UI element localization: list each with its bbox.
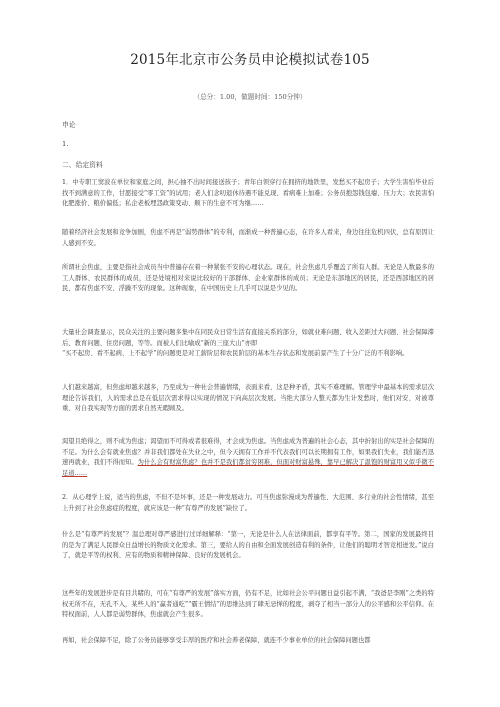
paragraph-6-text: 渴望且绝得之，则不成为焦虑；渴望而不可得或者很难得，才会成为焦虑。当焦虑成为普遍的社会心态，其中折射出的实是社会保障的不足。为什么会有就业焦虑？并非我们都处在失业之中，但今天拥有工作并不代表我们可以长期拥有工作，如果我们失业，我们能否迅速再就业，我们不得而知。	[62, 438, 434, 467]
paragraph-2: 随着经济社会发展和竞争加剧，焦虑不再是“弱势群体”的专利，而渐成一种普遍心态，在许多人看来，身边往往危机四伏，总有原因让人感到不安。	[62, 229, 434, 247]
paragraph-4-part-1: 大量社会调查显示，民众关注的主要问题多集中在同民众日常生活有直接关系的部分，如就业难问题、收入差距过大问题、社会保障滞后、教育问题、住房问题，等等。而被人们比喻成“新的三座大山”亦即	[62, 329, 434, 347]
paragraph-3: 所谓社会焦虑，主要是指社会成员当中普遍存在着一种紧张不安的心理状态。现在，社会焦虑几乎覆盖了所有人群。无论是人数最多的工人群体、农民群体的成员，还是处境相对来说比较好的干部群体、企业家群体的成员；无论是东部地区的居民，还是西部地区的居民，都有焦虑不安、浮躁不安的现象。这种现象，在中国历史上几乎可以说是少见的。	[62, 264, 434, 293]
paragraph-10: 再如，社会保障不足，除了公务员能够享受丰厚的医疗和社会养老保障，就连不少事业单位的社会保障问题也都	[62, 637, 371, 644]
paragraph-9: 这些年的发展进步是有目共睹的，可在“有尊严的发展”落实方面，仍有不足，比如社会公平问题日益引起不满，“我爸是李刚”之类的特权无所不在，无孔不入，某些人的“赢者通吃”“霸王情结”的思维达到了肆无忌惮的程度，剥夺了相当一部分人的公平感和公平信仰。在特权面前，人人都是弱势群体，焦虑就会产生很多。	[62, 590, 434, 619]
paragraph-5: 人们越来越富，但焦虑却越来越多，乃至成为一种社会普遍情绪，表面来看，这是种矛盾，其实不难理解。管理学中最基本的需求层次理论告诉我们，人的需求总是在低层次需求得以实现的情况下向高层次发展。当绝大部分人整天都为生计发愁时，他们对安、对被尊重、对自我实现等方面的需求自然无暇顾及。	[62, 384, 434, 413]
paragraph-1: 1．中专职工窦波在单位和家庭之间，担心抽不出时间接送孩子；青年白领穿行在拥挤的地铁里，发愁买不起房子；大学生害怕毕业后找不到满意的工作，甘愿接受“零工资”的试用；老人们念叨退休待遇不能兑现、看病难上加难；公务员抱怨钱包瘪、压力大；农民害怕化肥涨价、粮价偏低；私企老板埋怨政策变动、顺下的生意不可为继……	[62, 179, 434, 208]
paragraph-4-part-2: “买不起房、看不起病、上不起学”的问题更是对工薪阶层和农民阶层的基本生存状态和发展前景产生了十分广泛的不利影响。	[62, 350, 409, 358]
item-number: 1.	[62, 140, 69, 148]
paragraph-7: 2．从心理学上说，适当的焦虑，不但不是坏事，还是一种发展动力。可当焦虑弥漫成为普遍性、大范围、多行业的社会性情绪，甚至上升到了社会焦虑症的程度，就应该是一种“有尊严的发展”缺位了。	[62, 494, 434, 512]
paragraph-8: 什么是“有尊严的发展”？温总理对尊严感进行过详细解释：“第一，无论是什么人在法律面前，都享有平等。第二，国家的发展最终目的是为了满足人民群众日益增长的物质文化需求。第三，要给人的自由和全面发展创造有利的条件，让他们的聪明才智竞相迸发。”说白了，就是平等的权利、应有的物质和精神保障、良好的发展机会。	[62, 531, 434, 560]
paragraph-6	[62, 437, 434, 479]
section-label: 申论	[62, 121, 76, 129]
exam-subtitle: （总分：1.00，做题时间：150分钟）	[193, 93, 307, 101]
part-heading: 二、给定资料	[62, 161, 103, 169]
paragraph-4	[62, 328, 434, 360]
underlined-sentence: 为什么会有财富焦虑？也并不是我们都贫穷困难，但面对财富悬殊，靠早已解决了温饱的财富用又似乎微不足道……	[62, 459, 435, 477]
exam-title: 2015年北京市公务员申论模拟试卷105	[130, 52, 370, 68]
